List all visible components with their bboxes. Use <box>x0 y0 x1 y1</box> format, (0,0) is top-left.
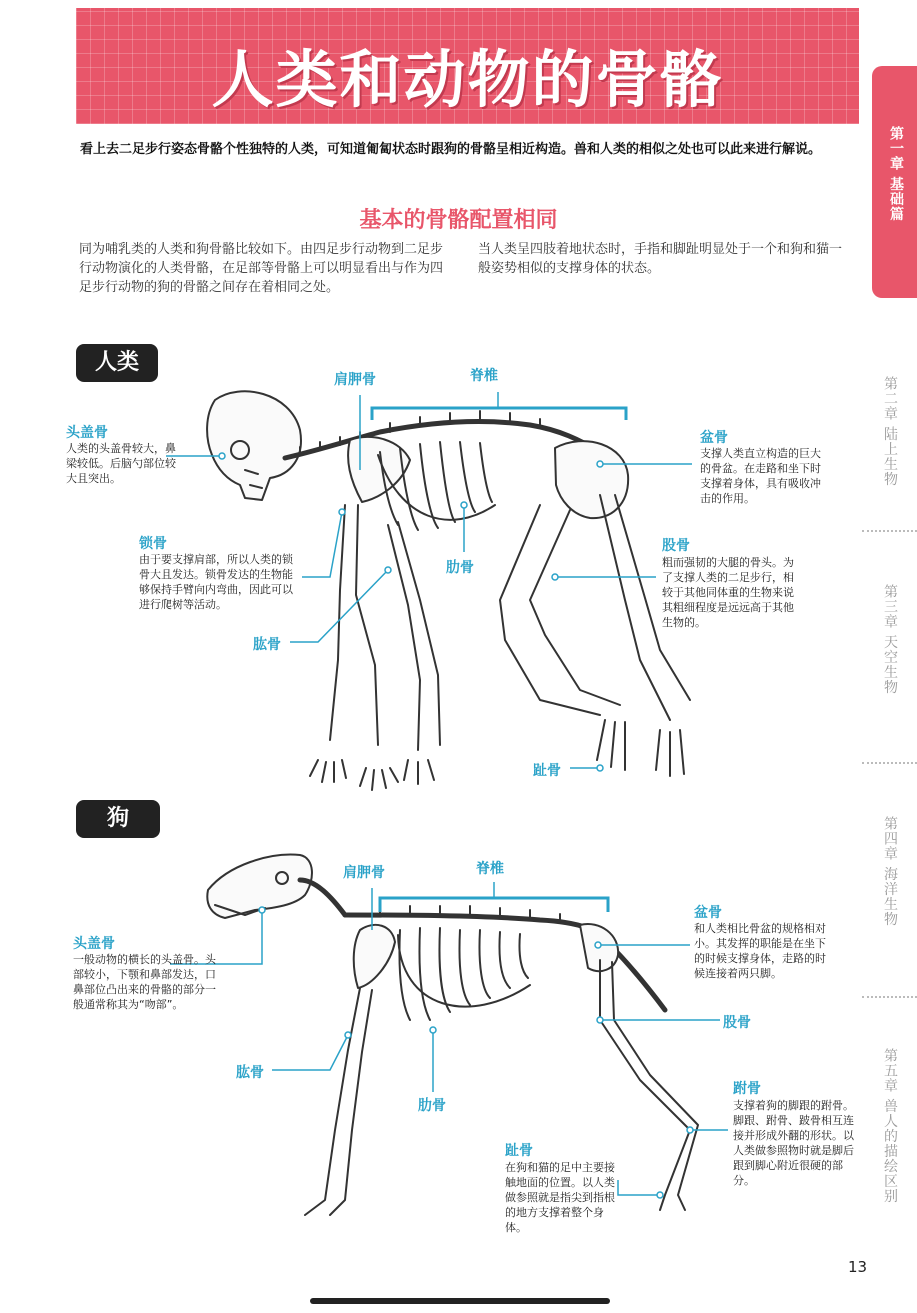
human-badge: 人类 <box>76 344 158 382</box>
page-number: 13 <box>848 1258 868 1276</box>
chapter-tab-5[interactable]: 第五章 兽人的描绘区别 <box>882 1048 898 1204</box>
page-title: 人类和动物的骨骼 <box>211 43 724 116</box>
human-toe-label: 趾骨 <box>533 763 561 779</box>
human-scapula-label: 肩胛骨 <box>334 372 376 388</box>
chapter-tab-3[interactable]: 第三章 天空生物 <box>882 584 898 695</box>
dog-badge: 狗 <box>76 800 160 838</box>
tab-divider <box>862 996 917 998</box>
dog-scapula-label: 肩胛骨 <box>343 865 385 881</box>
human-pelvis-desc: 支撑人类直立构造的巨大的骨盆。在走路和坐下时支撑着身体，具有吸收冲击的作用。 <box>700 447 821 505</box>
dog-spine-label: 脊椎 <box>476 861 504 877</box>
section-title: 基本的骨骼配置相同 <box>359 208 558 233</box>
dog-skull-label: 头盖骨 <box>73 936 115 952</box>
human-skull-desc: 人类的头盖骨较大，鼻梁较低。后脑勺部位较大且突出。 <box>66 442 176 485</box>
section-text-left: 同为哺乳类的人类和狗骨骼比较如下。由四足步行动物到二足步行动物演化的人类骨骼，在足部等骨骼上可以明显看出与作为四足步行动物的狗的骨骼之间存在着相同之处。 <box>79 242 444 295</box>
tab-divider <box>862 762 917 764</box>
human-clavicle-desc: 由于要支撑肩部，所以人类的锁骨大且发达。锁骨发达的生物能够保持手臂向内弯曲，因此可以进行爬树等活动。 <box>139 553 293 611</box>
section-text-right: 当人类呈四肢着地状态时，手指和脚趾明显处于一个和狗和猫一般姿势相似的支撑身体的状态。 <box>478 242 843 276</box>
dog-toe-desc: 在狗和猫的足中主要接触地面的位置。以人类做参照就是指尖到指根的地方支撑着整个身体。 <box>505 1161 615 1234</box>
header-banner <box>76 8 859 124</box>
dog-toe-label: 趾骨 <box>505 1143 533 1159</box>
tab-divider <box>862 530 917 532</box>
dog-pelvis-desc: 和人类相比骨盆的规格相对小。其发挥的职能是在坐下的时候支撑身体，走路的时候连接着两只脚。 <box>694 922 826 980</box>
chapter-tab-2[interactable]: 第二章 陆上生物 <box>882 376 898 487</box>
human-spine-label: 脊椎 <box>470 368 498 384</box>
home-indicator[interactable] <box>310 1298 610 1304</box>
human-skull-label: 头盖骨 <box>66 425 108 441</box>
dog-rib-label: 肋骨 <box>418 1098 446 1114</box>
human-clavicle-label: 锁骨 <box>139 536 167 552</box>
dog-skull-desc: 一般动物的横长的头盖骨。头部较小，下颚和鼻部发达，口鼻部位凸出来的骨骼的部分一般通常称其为“吻部”。 <box>73 953 216 1011</box>
human-femur-label: 股骨 <box>662 538 690 554</box>
human-rib-label: 肋骨 <box>446 560 474 576</box>
dog-humerus-label: 肱骨 <box>236 1065 264 1081</box>
human-humerus-label: 肱骨 <box>253 637 281 653</box>
dog-femur-label: 股骨 <box>723 1015 751 1031</box>
chapter-tab-1[interactable] <box>872 66 917 298</box>
chapter-tab-label: 第一章 基础篇 <box>888 126 904 222</box>
dog-pelvis-label: 盆骨 <box>694 905 722 921</box>
human-pelvis-label: 盆骨 <box>700 430 728 446</box>
chapter-tab-4[interactable]: 第四章 海洋生物 <box>882 816 898 927</box>
dog-tarsal-desc: 支撑着狗的脚跟的跗骨。脚跟、跗骨、跛骨相互连接并形成外翻的形状。以人类做参照物时就是脚后跟到脚心附近很硬的部分。 <box>733 1099 854 1187</box>
human-femur-desc: 粗而强韧的大腿的骨头。为了支撑人类的二足步行，相较于其他同体重的生物来说其粗细程度是远远高于其他生物的。 <box>662 556 794 629</box>
dog-tarsal-label: 跗骨 <box>733 1081 761 1097</box>
intro-text: 看上去二足步行姿态骨骼个性独特的人类，可知道匍匐状态时跟狗的骨骼呈相近构造。兽和人类的相似之处也可以此来进行解说。 <box>80 142 822 157</box>
